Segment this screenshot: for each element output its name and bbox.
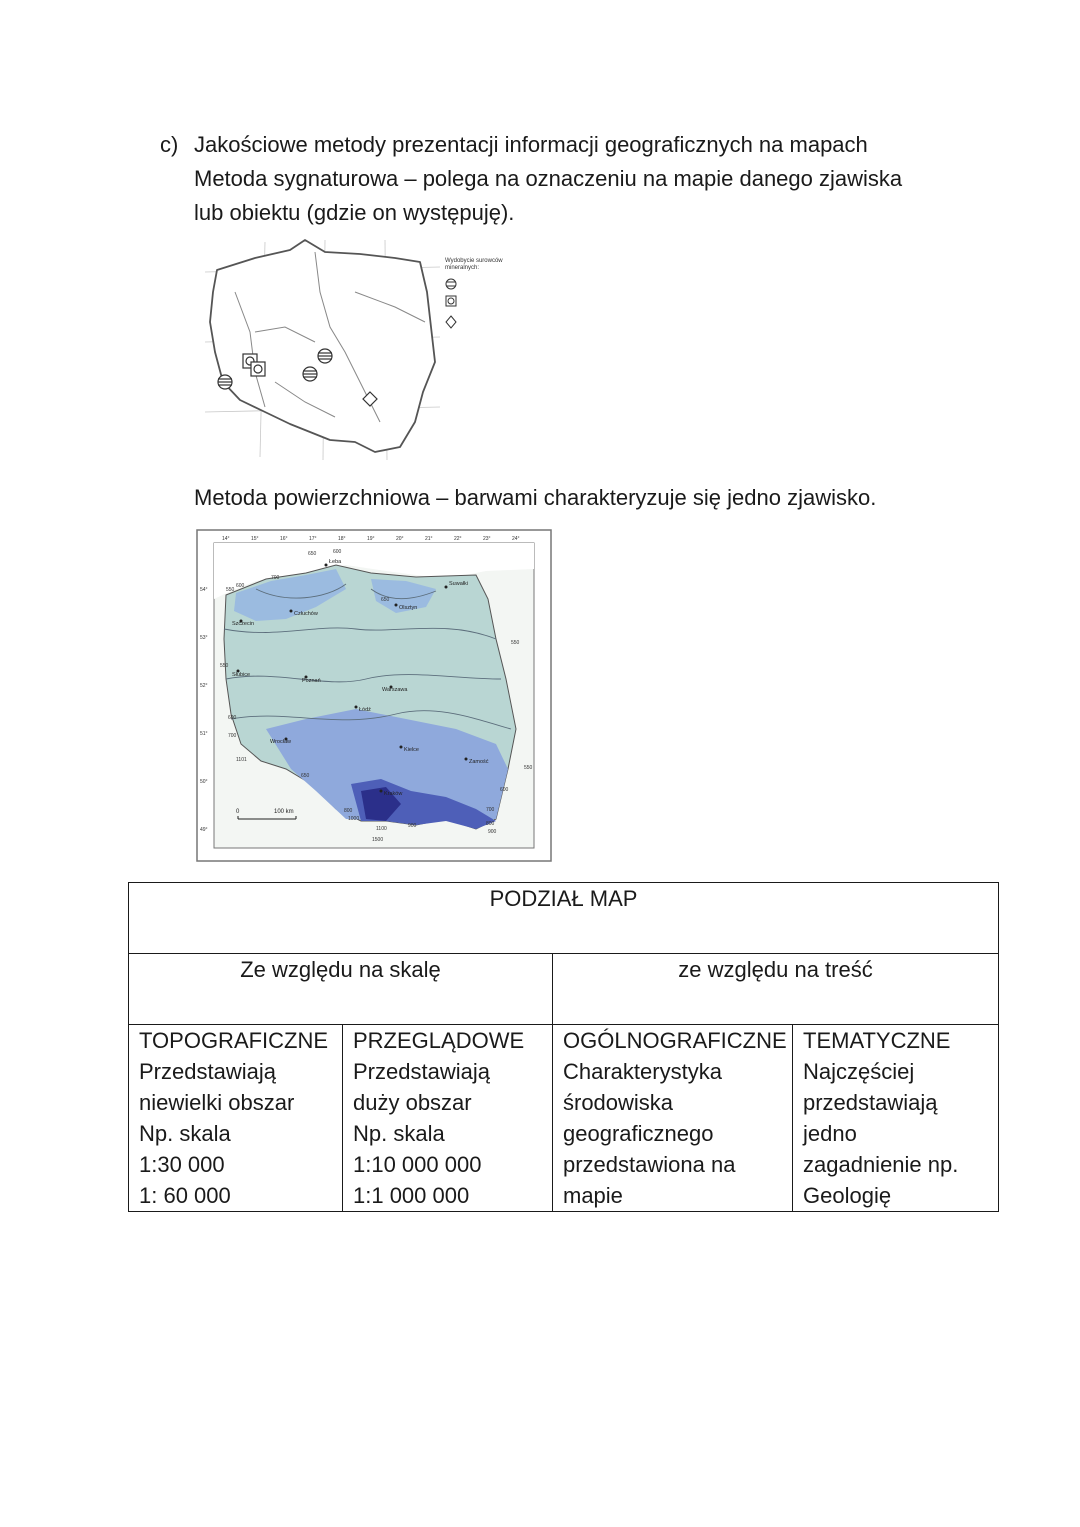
cell-line: Przedstawiają — [353, 1059, 490, 1084]
cell-line: 1:1 000 000 — [353, 1183, 470, 1208]
isoline-value: 800 — [344, 808, 353, 814]
general-geographic-cell — [553, 1025, 793, 1212]
lat-label: 49° — [200, 827, 208, 833]
city-label: Zamość — [469, 759, 489, 765]
city-label: Szczecin — [232, 621, 255, 627]
isoline-value: 600 — [333, 549, 342, 555]
cell-line: duży obszar — [353, 1090, 472, 1115]
isoline-value: 550 — [220, 663, 229, 669]
city-label: Łódź — [359, 707, 371, 713]
lon-label: 22° — [454, 536, 462, 542]
isoline-value: 900 — [408, 823, 417, 829]
map1-legend-subtitle: mineralnych: — [445, 265, 480, 271]
lon-label: 15° — [251, 536, 259, 542]
cell-line: Geologię — [803, 1183, 892, 1208]
topographic-cell — [129, 1025, 343, 1212]
section-heading: Jakościowe metody prezentacji informacji geograficznych na mapach — [194, 132, 868, 157]
isoline-value: 700 — [271, 575, 280, 581]
coal-symbol-3 — [303, 367, 317, 381]
coal-symbol-1 — [318, 349, 332, 363]
map1-legend-title: Wydobycie surowców — [445, 258, 503, 264]
isoline-value: 700 — [486, 807, 495, 813]
cell-line: TOPOGRAFICZNE — [139, 1028, 329, 1053]
signature-method-map — [195, 232, 525, 464]
cell-line: 1:10 000 000 — [353, 1152, 482, 1177]
list-marker: c) — [160, 132, 179, 157]
isoline-value: 600 — [500, 787, 509, 793]
cell-line: Np. skala — [353, 1121, 445, 1146]
cell-line: Najczęściej — [803, 1059, 915, 1084]
lat-label: 54° — [200, 587, 208, 593]
map-division-table — [128, 882, 999, 1212]
lat-label: 53° — [200, 635, 208, 641]
coal-symbol-2 — [218, 375, 232, 389]
lat-label: 51° — [200, 731, 208, 737]
city-label: Kielce — [404, 747, 419, 753]
surface-method-text: Metoda powierzchniowa – barwami charakteryzuje się jedno zjawisko. — [194, 485, 877, 510]
isoline-value: 700 — [228, 733, 237, 739]
lon-label: 19° — [367, 536, 375, 542]
cell-line: zagadnienie np. — [803, 1152, 959, 1177]
cell-line: 1: 60 000 — [139, 1183, 231, 1208]
legend-lignite-icon — [446, 296, 456, 306]
thematic-cell — [793, 1025, 999, 1212]
cell-line: geograficznego — [563, 1121, 714, 1146]
isoline-value: 1000 — [348, 816, 360, 822]
section-c-text — [160, 128, 980, 230]
isoline-value: 1500 — [372, 837, 384, 843]
cell-line: Np. skala — [139, 1121, 231, 1146]
isoline-value: 550 — [524, 765, 533, 771]
cell-line: środowiska — [563, 1090, 674, 1115]
city-label: Poznań — [302, 678, 321, 684]
isoline-value: 550 — [511, 640, 520, 646]
lat-label: 50° — [200, 779, 208, 785]
lon-label: 18° — [338, 536, 346, 542]
city-label: Człuchów — [294, 611, 318, 617]
lon-label: 20° — [396, 536, 404, 542]
lignite-symbol-2 — [251, 362, 265, 376]
isoline-value: 900 — [488, 829, 497, 835]
legend-coal-icon — [446, 279, 456, 289]
isoline-value: 600 — [228, 715, 237, 721]
poland-outline — [210, 240, 435, 452]
cell-line: niewielki obszar — [139, 1090, 295, 1115]
lon-label: 16° — [280, 536, 288, 542]
city-label: Łeba — [329, 559, 342, 565]
lat-label: 52° — [200, 683, 208, 689]
isoline-value: 650 — [308, 551, 317, 557]
scale-label: 100 km — [274, 809, 294, 815]
surface-method-map — [196, 529, 552, 862]
lon-label: 23° — [483, 536, 491, 542]
group-by-scale: Ze względu na skalę — [129, 954, 553, 1025]
cell-line: OGÓLNOGRAFICZNE — [563, 1028, 787, 1053]
isoline-value: 650 — [381, 597, 390, 603]
table-title: PODZIAŁ MAP — [129, 883, 999, 954]
city-label: Kraków — [384, 791, 403, 797]
lon-label: 14° — [222, 536, 230, 542]
cell-line: 1:30 000 — [139, 1152, 225, 1177]
city-label: Wrocław — [270, 739, 291, 745]
signature-method-text: Metoda sygnaturowa – polega na oznaczeniu na mapie danego zjawiska — [194, 166, 903, 191]
lon-label: 17° — [309, 536, 317, 542]
cell-line: przedstawiają — [803, 1090, 938, 1115]
lon-label: 21° — [425, 536, 433, 542]
isoline-value: 650 — [301, 773, 310, 779]
cell-line: przedstawiona na — [563, 1152, 736, 1177]
legend-sulphur-icon — [446, 316, 456, 328]
city-label: Warszawa — [382, 687, 408, 693]
cell-line: jedno — [803, 1121, 857, 1146]
isoline-value: 800 — [486, 821, 495, 827]
cell-line: TEMATYCZNE — [803, 1028, 951, 1053]
city-label: Suwałki — [449, 581, 468, 587]
group-by-content: ze względu na treść — [553, 954, 999, 1025]
isoline-value: 600 — [236, 583, 245, 589]
isoline-value: 1101 — [236, 757, 247, 763]
cell-line: mapie — [563, 1183, 623, 1208]
cell-line: Przedstawiają — [139, 1059, 276, 1084]
overview-cell — [343, 1025, 553, 1212]
isoline-value: 1100 — [376, 826, 387, 832]
cell-line: Charakterystyka — [563, 1059, 722, 1084]
city-label: Olsztyn — [399, 605, 418, 611]
city-label: Słubice — [232, 672, 251, 678]
isoline-value: 550 — [226, 587, 235, 593]
cell-line: PRZEGLĄDOWE — [353, 1028, 525, 1053]
lon-label: 24° — [512, 536, 520, 542]
scale-zero: 0 — [236, 809, 240, 815]
signature-method-text-cont: lub obiektu (gdzie on występuję). — [194, 200, 515, 225]
